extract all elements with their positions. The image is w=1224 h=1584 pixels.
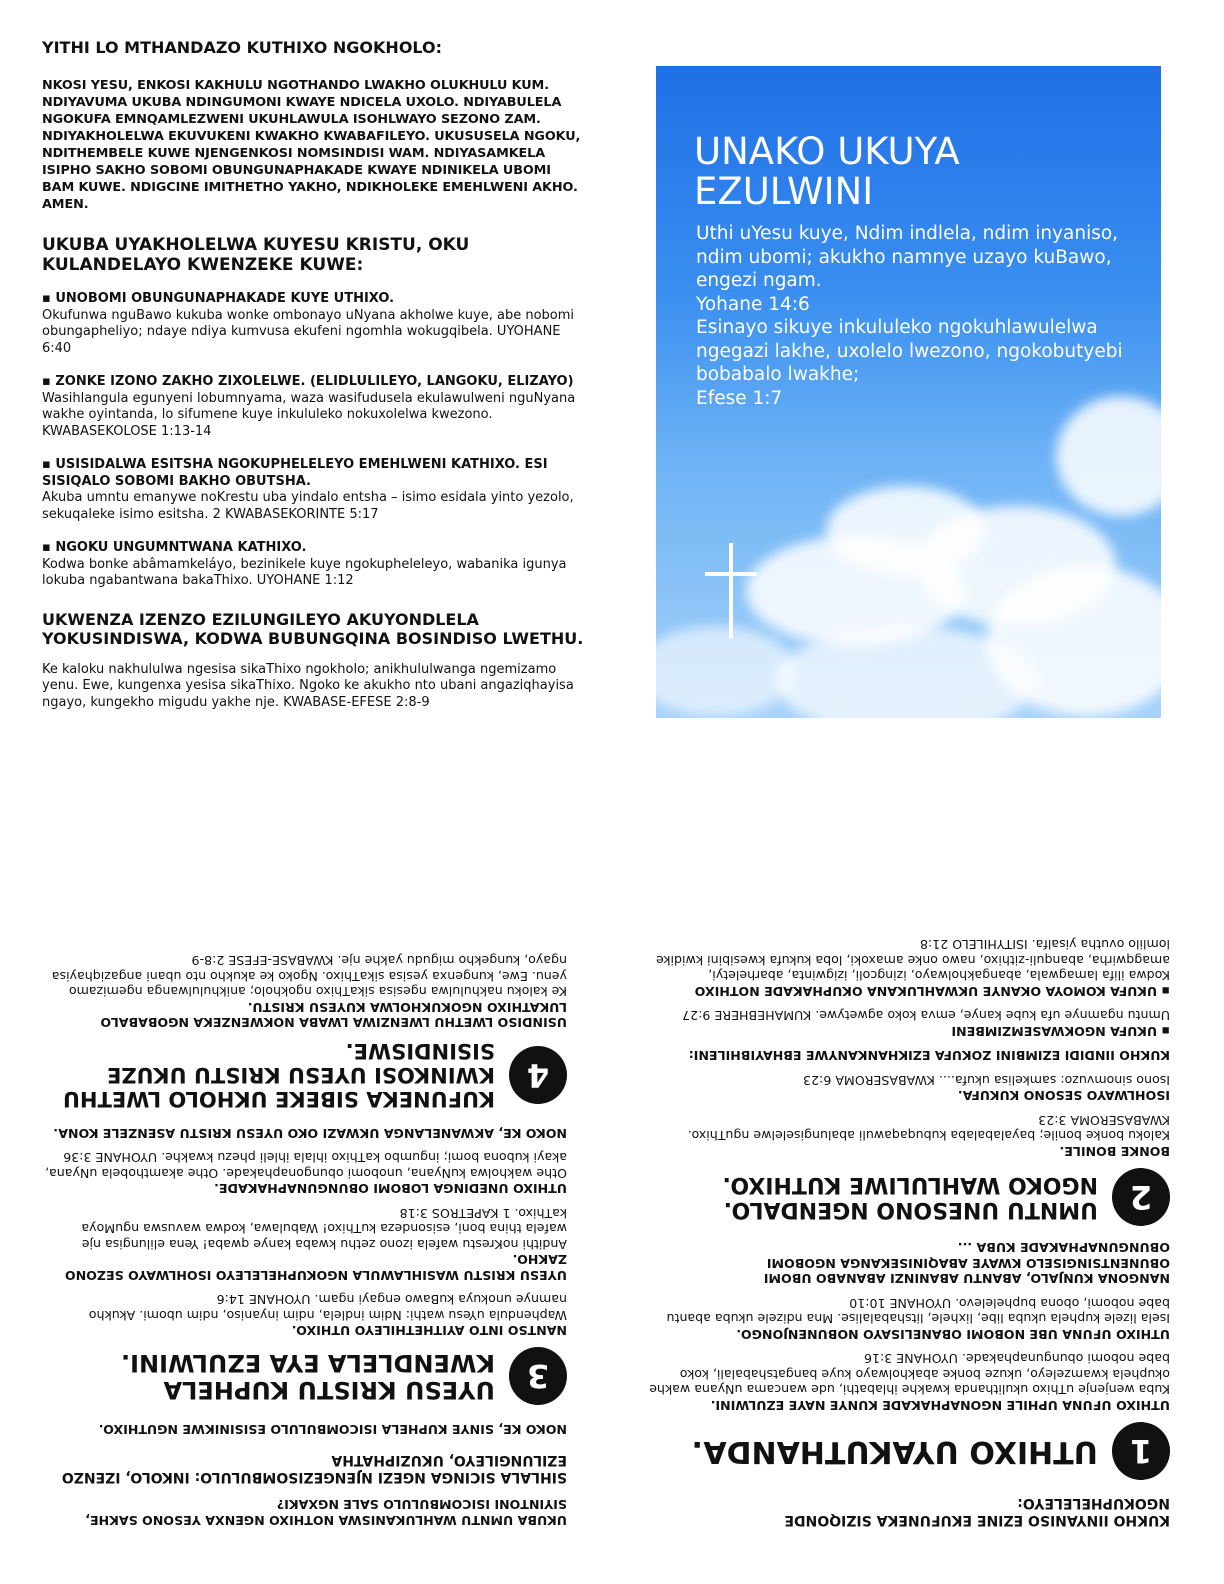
point-body: Kodwa bonke abâmamkeláyo, bezinikele kuye ngokupheleleyo, wabanika igunya lokuba ngabantwana bakaThixo. UYOHANE 1:12	[42, 556, 567, 588]
cover-title: UNAKO UKUYA EZULWINI	[694, 130, 960, 213]
item-title: UTHIXO UNEDINGA LOBOMI OBUNGUNAPHAKADE.	[214, 1181, 567, 1197]
cover-verses	[696, 222, 1136, 410]
intro-question: UKUBA UMNTU WAHLUKANISWA NOTHIXO NGENXA YESONO SAKHE, SIYINTONI ISICOMBULULO SALE NGXAKI?	[85, 1497, 567, 1528]
item-body: Kaloku bonke bonile; bayalabalaba kubuqaqawuli abalungiselelwe nguThixo. KWABASEROMA 3:23	[687, 1113, 1170, 1144]
point-title: ▪ UNOBOMI OBUNGUNAPHAKADE KUYE UTHIXO.	[42, 291, 395, 306]
step-1-item	[645, 1296, 1170, 1343]
item-title: USINDISO LWETHU LWENZIWA LWABA NOKWENZEKA NGOBABALO LUKATHIXO NGOKUKHOLWA KUYESU KRISTU.	[100, 1000, 567, 1031]
item-title: UYESU KRISTU WASIHLAWULA NGOKUPHELELEYO ISOHLWAYO SEZONO ZAKHO.	[64, 1252, 567, 1283]
step-1-header	[645, 1422, 1170, 1480]
item-title: NANTSO INTO AYITHETHILEYO UTHIXO.	[291, 1323, 567, 1339]
believe-heading: UKUBA UYAKHOLELWA KUYESU KRISTU, OKU KULANDELAYO KWENZEKE KUWE:	[42, 235, 470, 275]
point-body: Okufunwa nguBawo kukuba wonke ombonayo uNyana akholwe kuye, abe nobomi obungapheliyo; ndaye ndiya kumvusa ekufeni ngomhla wokugqibela. UYOHANE 6:40	[42, 307, 575, 356]
steps-3-4-panel	[42, 828, 567, 1528]
step-3-header	[42, 1348, 567, 1406]
truths-intro: KUKHO IINYANISO EZINE EKUFUNEKA SIZIQONDE NGOKUPHELELEYO:	[784, 1495, 1170, 1528]
step-number-badge: 1	[1112, 1422, 1170, 1480]
step-number-badge: 2	[1112, 1168, 1170, 1226]
only-solution: NOKO KE, SINYE KUPHELA ISICOMBULULO ESISINIKWE NGUTHIXO.	[98, 1422, 567, 1437]
step-1-item	[645, 1351, 1170, 1413]
verse-1-ref: Yohane 14:6	[696, 293, 810, 315]
steps-1-2-panel	[645, 828, 1170, 1528]
step-heading: KUFUNEKA SIBEKE UKHOLO LWETHU KWINKOSI UYESU KRISTU UKUZE SISINDISWE.	[62, 1039, 495, 1112]
step-3-item	[42, 1126, 567, 1142]
point-title: ▪ NGOKU UNGUMNTWANA KATHIXO.	[42, 540, 307, 555]
item-body: Isela lizele kuphela ukuba libe, lixhele, litshabalalise. Mna ndizele ukuba abantu babe nobomi, obona buphelelevo. UYOHANE 10:10	[666, 1296, 1170, 1327]
item-body: Othe wakholwa kuNyana, unobomi obungonaphakade. Othe akamthobela uNyana, akayi kubona bomi; ingumbo kaThixo ihlala ihleli phezu kwakhe. UYOHANE 3:36	[45, 1150, 567, 1181]
item-title: ISOHLWAYO SESONO KUKUFA.	[957, 1088, 1170, 1104]
item-title: UTHIXO UFUNA UBE NOBOMI OBANELISAYO NOBUNENJONGO.	[736, 1327, 1170, 1342]
point-4	[42, 540, 587, 590]
item-body: Andithi noKrestu wafela izono zethu kwaba kanye qwaba! Yena elilungisa nje wafela thina boni, esisondeza kuThixo! Wabulawa, kodwa wavuswa nguMoya kaThixo. 1 KAPETROS 3:18	[81, 1206, 567, 1252]
item-body: Umntu ngamnye ufa kube kanye, emva koko agwetywe. KUMAHEBHERE 9:27	[682, 1008, 1170, 1024]
step-2-item	[645, 1073, 1170, 1104]
cloud-shape	[656, 626, 796, 716]
point-body: Wasihlangula egunyeni lobumnyama, waza wasifudusela ekulawulweni nguNyana wakhe oyintanda, lo sifumene kuye inkululeko nokuxolelwa kwezono. KWABASEKOLOSE 1:13-14	[42, 390, 576, 439]
item-body: Kodwa ilifa lamagwala, abangakholwayo, izingcoli, izigwinta, abarheletyi, amagqwirha, abanquli-zithixo, nawo onke amaxoki, loba kukufa kwesibini kwidike lomlilo ovutha yisalfa. ISITYHILELO 21:8	[655, 937, 1170, 984]
point-3	[42, 457, 587, 523]
front-text-panel	[42, 38, 587, 711]
common-answers: SIHLALA SICINGA NGEZI NJENGEZISOMBULULO: INKOLO, IZENZO EZILUNGILEYO, UKUZIPHATHA	[61, 1452, 567, 1485]
step-number-badge: 4	[509, 1047, 567, 1105]
step-number-badge: 3	[509, 1348, 567, 1406]
verse-2: Esinayo sikuye inkululeko ngokuhlawulelwa ngegazi lakhe, uxolelo lwezono, ngokobutyebi bobabalo lwakhe;	[696, 317, 1123, 385]
item-body: Isono sinomvuzo: samkelisa ukufa.... KWABASEROMA 6:23	[803, 1073, 1170, 1088]
cloud-shape	[1056, 396, 1161, 516]
step-heading: UTHIXO UYAKUTHANDA.	[691, 1434, 1098, 1469]
works-heading: UKWENZA IZENZO EZILUNGILEYO AKUYONDLELA YOKUSINDISWA, KODWA BUBUNGQINA BOSINDISO LWETHU.	[42, 609, 584, 648]
point-2	[42, 374, 587, 440]
item-title: ▪ UKUFA KOMOYA OKANYE UKWAHLUKANA OKUPHAKADE NOTHIXO	[694, 984, 1170, 999]
step-3-item	[42, 1206, 567, 1284]
point-title: ▪ ZONKE IZONO ZAKHO ZIXOLELWE. (ELIDLULILEYO, LANGOKU, ELIZAYO)	[42, 374, 574, 389]
point-1	[42, 291, 587, 357]
step-4-item	[42, 953, 567, 1031]
step-2-header	[645, 1168, 1170, 1226]
item-title: KUKHO IINDIDI EZIMBINI ZOKUFA EZIKHANKANYWE EBHAYIBHILENI:	[688, 1048, 1170, 1064]
item-title: ▪ UKUFA NGOKWASEMZIMBENI	[951, 1024, 1170, 1039]
item-title: BONKE BONILE.	[1059, 1144, 1170, 1159]
verse-1: Uthi uYesu kuye, Ndim indlela, ndim inyaniso, ndim ubomi; akukho namnye uzayo kuBawo, engezi ngam.	[696, 223, 1119, 291]
item-title: UTHIXO UFUNA UPHILE NGONAPHAKADE KUNYE NAYE EZULWINI.	[710, 1398, 1170, 1413]
step-heading: UYESU KRISTU KUPHELA KWENDLELA EYA EZULWINI.	[120, 1349, 495, 1405]
works-body: Ke kaloku nakhululwa ngesisa sikaThixo ngokholo; anikhululwanga ngemizamo yenu. Ewe, kungenxa yesisa sikaThixo. Ngoko ke akukho nto ubani angaziqhayisa ngayo, kungekho migudu yakhe nje. KWABASE-EFESE 2:8-9	[42, 661, 574, 710]
prayer-heading: YITHI LO MTHANDAZO KUTHIXO NGOKHOLO:	[42, 38, 443, 57]
step-2-item	[645, 937, 1170, 999]
step-2-item	[645, 1113, 1170, 1160]
point-body: Akuba umntu emanywe noKrestu uba yindalo entsha – isimo esidala yinto yezolo, sekuqaleke isimo esitsha. 2 KWABASEKORINTE 5:17	[42, 490, 574, 522]
step-1-item	[645, 1240, 1170, 1287]
item-body: Kuba wenjenje uThixo ukulithanda kwakhe ihlabathi, ude wancama uNyana wakhe okuphela kwamzeleyo, ukuze bonke abakholwayo kuye bangatshabalali, koko babe nobomi obungunaphakade. UYOHANE 3:16	[649, 1351, 1170, 1398]
step-4-header	[42, 1040, 567, 1112]
cross-icon	[729, 543, 733, 638]
item-body: Ke kaloku nakhululwa ngesisa sikaThixo ngokholo; anikhululwanga ngemizamo yenu. Ewe, kungenxa yesisa sikaThixo. Ngoko ke akukho nto ubani angaziqhayisa ngayo, kungekho migudu yakhe nje. KWABASE-EFESE 2:8-9	[51, 953, 567, 1000]
step-2-item	[645, 1008, 1170, 1039]
prayer-text: NKOSI YESU, ENKOSI KAKHULU NGOTHANDO LWAKHO OLUKHULU KUM. NDIYAVUMA UKUBA NDINGUMONI KWAYE NDICELA UXOLO. NDIYABULELA NGOKUFA EMNQAMLEZWENI UKUHLAWULA ISOHLWAYO SEZONO ZAM. NDIYAKHOLELWA EKUVUKENI KWAKHO KWABAFILEYO. UKUSUSELA NGOKU, NDITHEMBELE KUWE NJENGENKOSI NOMSINDISI WAM. NDIYASAMKELA ISIPHO SAKHO SOBOMI OBUNGUNAPHAKADE KWAYE NDINIKELA UBOMI BAM KUWE. NDIGCINE IMITHETHO YAKHO, NDIKHOLEKE EMEHLWENI AKHO. AMEN.	[42, 78, 581, 212]
step-heading: UMNTU UNESONO NGENDALO. NGOKO WAHLULIWE KUTHIXO.	[722, 1172, 1098, 1222]
item-body: Waphendula uYesu wathi: Ndim indlela, ndim inyaniso, ndim ubomi. Akukho namnye unokuya kuBawo engayi ngam. UYOHANE 14:6	[88, 1292, 567, 1323]
step-3-item	[42, 1150, 567, 1197]
step-3-item	[42, 1292, 567, 1339]
step-2-item	[645, 1048, 1170, 1064]
item-title: NOKO KE, AKWANELANGA UKWAZI OKO UYESU KRISTU ASENZELE KONA.	[53, 1126, 567, 1141]
point-title: ▪ USISIDALWA ESITSHA NGOKUPHELELEYO EMEHLWENI KATHIXO. ESI SISIQALO SOBOMI BAKHO OBUTSHA.	[42, 457, 548, 489]
cross-icon-bar	[705, 572, 757, 576]
item-title: NANGONA KUNJALO, ABANTU ABANINZI ABANABO UBOMI OBUNENTSINGISELO KWAYE ABAQINISEKANGA NGOBOMI OBUNGUNAPHAKADE KUBA ...	[763, 1240, 1170, 1287]
verse-2-ref: Efese 1:7	[696, 387, 783, 409]
